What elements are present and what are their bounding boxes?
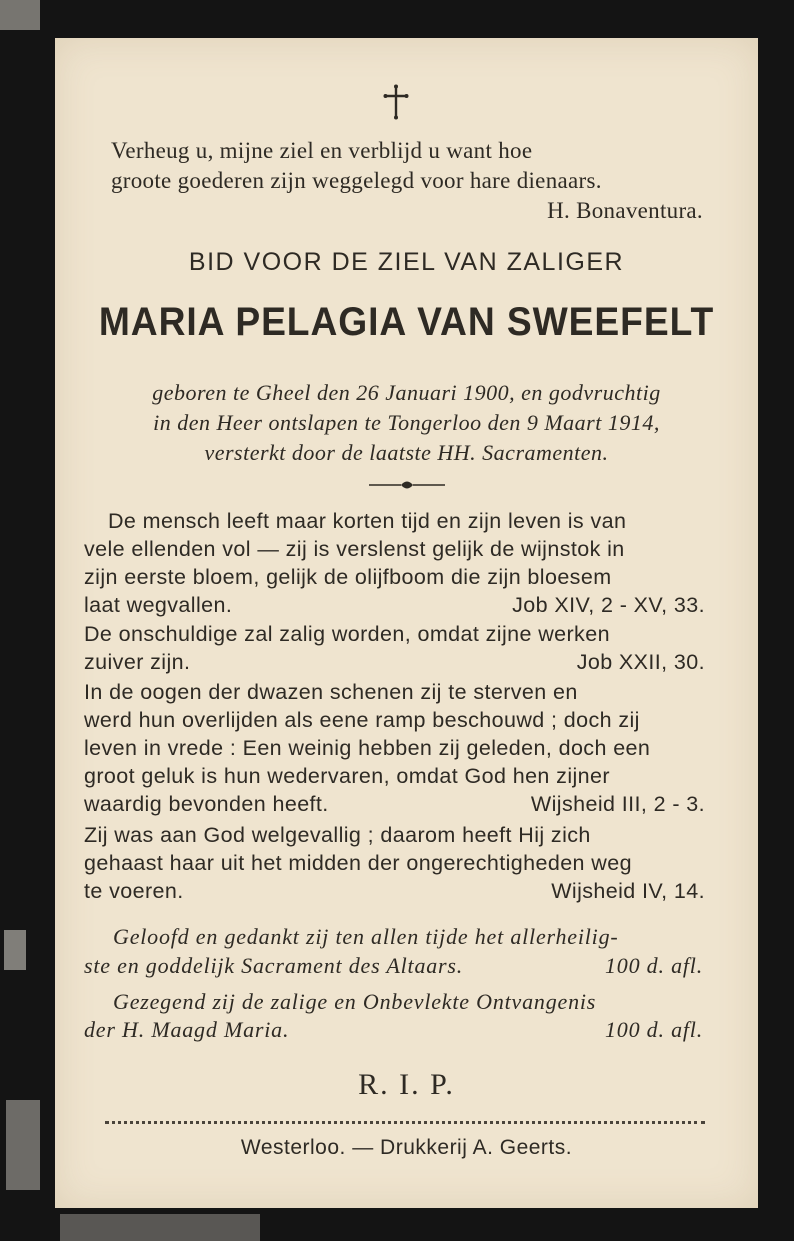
indulgence-note: 100 d. afl.: [604, 1017, 703, 1042]
prayer-line: Gezegend zij de zalige en Onbevlekte Ontvangenis: [113, 989, 597, 1014]
bio-line: versterkt door de laatste HH. Sacramenten.: [204, 440, 609, 465]
scripture-reference: Job XIV, 2 - XV, 33.: [512, 593, 705, 617]
border-wear: [4, 930, 26, 970]
printer-imprint: Westerloo. — Drukkerij A. Geerts.: [240, 1136, 573, 1159]
passage-line: zijn eerste bloem, gelijk de olijfboom die zijn bloesem: [84, 565, 612, 589]
prayer-line: ste en goddelijk Sacrament des Altaars.: [84, 953, 464, 978]
quote-author: H. Bonaventura.: [547, 198, 703, 223]
passage-line: zuiver zijn.: [84, 650, 191, 674]
bio-line: in den Heer ontslapen te Tongerloo den 9 Maart 1914,: [153, 410, 660, 435]
bio-line: geboren te Gheel den 26 Januari 1900, en godvruchtig: [152, 380, 661, 405]
dotted-divider: [105, 1121, 705, 1124]
indulgence-note: 100 d. afl.: [604, 953, 703, 978]
prayer-line: Geloofd en gedankt zij ten allen tijde het allerheilig-: [113, 924, 619, 949]
heading: BID VOOR DE ZIEL VAN ZALIGER: [188, 248, 625, 276]
border-wear: [0, 0, 40, 30]
scripture-reference: Wijsheid IV, 14.: [551, 879, 705, 903]
ornament-divider: [367, 478, 447, 492]
passage-line: In de oogen der dwazen schenen zij te sterven en: [84, 680, 578, 704]
passage-line: waardig bevonden heeft.: [84, 792, 329, 816]
passage-line: gehaast haar uit het midden der ongerechtigheden weg: [84, 851, 632, 875]
passage-line: De onschuldige zal zalig worden, omdat zijne werken: [84, 622, 610, 646]
border-wear: [6, 1100, 40, 1190]
rip-text: R. I. P.: [358, 1068, 455, 1101]
passage-line: groot geluk is hun wedervaren, omdat God hen zijner: [84, 764, 610, 788]
passage-line: Zij was aan God welgevallig ; daarom heeft Hij zich: [84, 823, 591, 847]
border-wear: [60, 1214, 260, 1241]
memorial-card: [55, 38, 758, 1208]
prayer-line: der H. Maagd Maria.: [84, 1017, 290, 1042]
scripture-reference: Wijsheid III, 2 - 3.: [530, 792, 705, 816]
passage-line: laat wegvallen.: [84, 593, 233, 617]
scripture-reference: Job XXII, 30.: [576, 650, 705, 674]
passage-line: De mensch leeft maar korten tijd en zijn leven is van: [108, 509, 627, 533]
deceased-name: MARIA PELAGIA VAN SWEEFELT: [98, 300, 715, 344]
passage-line: vele ellenden vol — zij is verslenst gelijk de wijnstok in: [84, 537, 625, 561]
quote-line: groote goederen zijn weggelegd voor hare dienaars.: [111, 168, 602, 193]
passage-line: te voeren.: [84, 879, 184, 903]
passage-line: werd hun overlijden als eene ramp beschouwd ; doch zij: [84, 708, 640, 732]
cross-icon: [381, 84, 411, 120]
quote-line: Verheug u, mijne ziel en verblijd u want hoe: [111, 138, 533, 163]
passage-line: leven in vrede : Een weinig hebben zij geleden, doch een: [84, 736, 651, 760]
